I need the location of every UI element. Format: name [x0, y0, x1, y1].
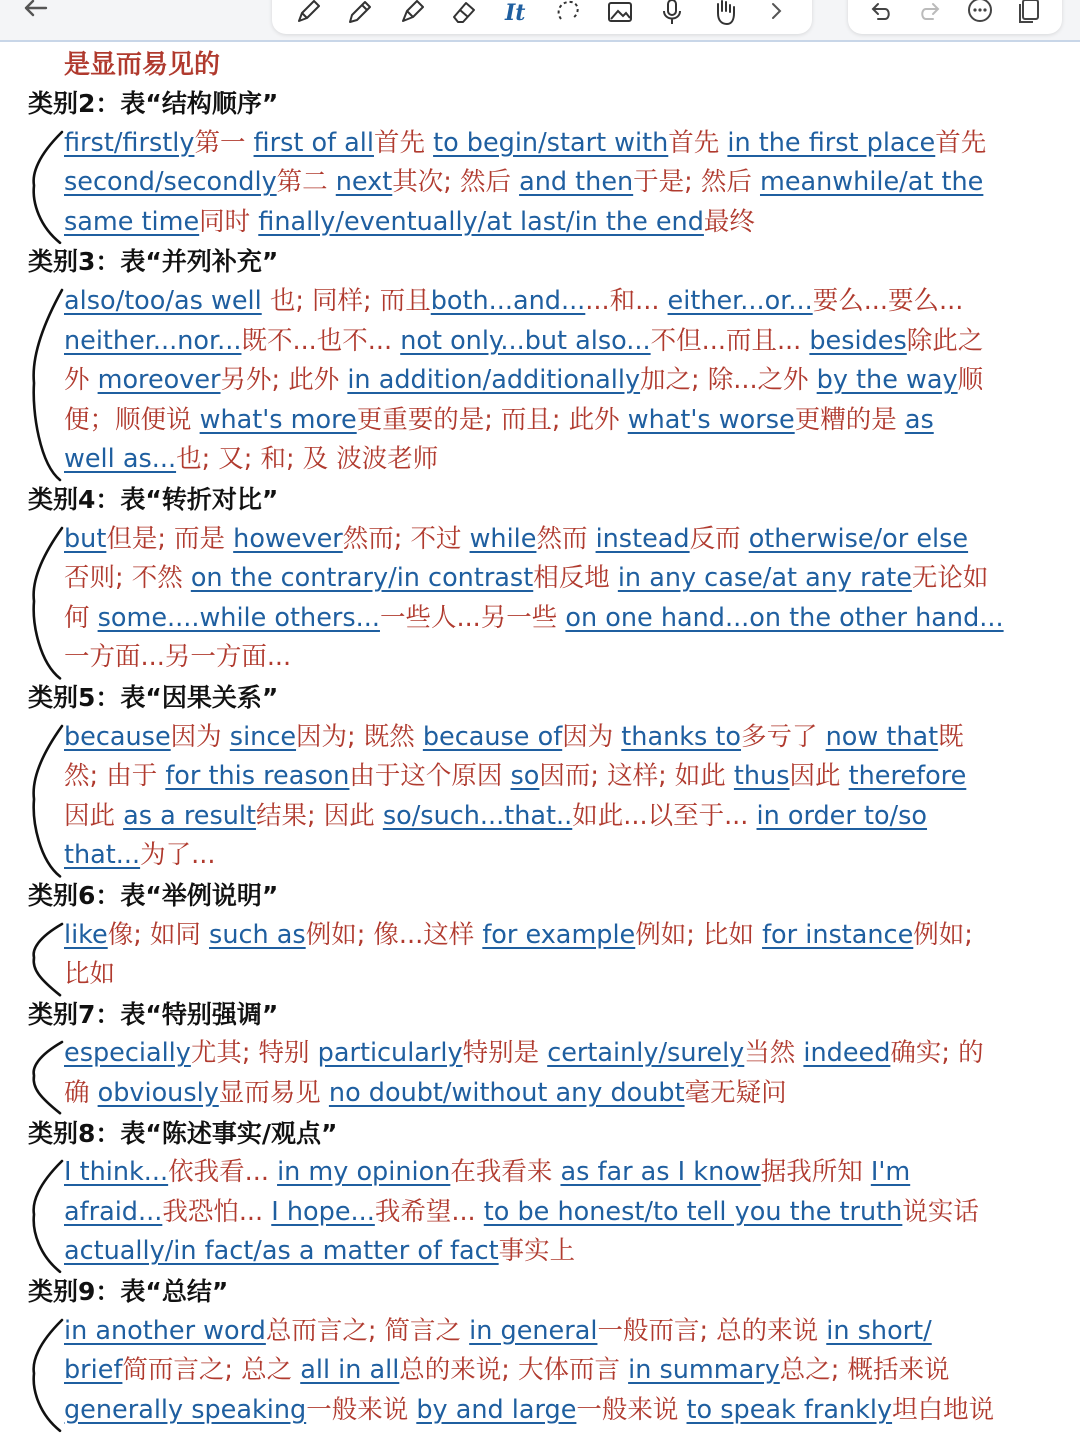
more-icon[interactable]	[963, 0, 997, 29]
phrase-line	[64, 1193, 1054, 1233]
category-heading: 类别2：表“结构顺序”	[28, 89, 279, 118]
chinese-meaning: 毫无疑问	[684, 1077, 787, 1108]
chinese-meaning: 便；顺便说	[64, 404, 200, 435]
chinese-meaning: 一般来说	[576, 1394, 687, 1425]
english-phrase: but	[64, 523, 107, 554]
category-heading: 类别5：表“因果关系”	[28, 683, 279, 712]
chinese-meaning: 确实; 的	[890, 1038, 984, 1069]
chinese-meaning: 特别是	[462, 1038, 548, 1069]
chinese-meaning: 因此	[789, 761, 849, 792]
english-phrase: moreover	[97, 365, 221, 396]
english-phrase: while	[469, 523, 537, 554]
phrase-line	[64, 124, 1054, 164]
chinese-meaning: 相反地	[533, 563, 618, 594]
bracket-stroke	[28, 284, 68, 486]
english-phrase: in addition/additionally	[347, 365, 641, 396]
chinese-meaning: 其次; 然后	[392, 167, 520, 198]
chinese-meaning: 然而; 不过	[342, 523, 470, 554]
english-phrase: for instance	[762, 919, 914, 950]
chinese-meaning: 何	[64, 602, 98, 633]
category-phrases	[64, 1312, 1054, 1431]
bracket-stroke	[28, 1314, 68, 1437]
english-phrase: to begin/start with	[433, 127, 669, 158]
english-phrase: thanks to	[621, 721, 742, 752]
category-phrases	[64, 1153, 1054, 1272]
chinese-meaning: 一些人...另一些	[379, 602, 566, 633]
continuation-text: 是显而易见的	[64, 50, 221, 80]
english-phrase: on one hand...on the other hand...	[565, 602, 1004, 633]
chinese-meaning: 更糟的是	[794, 404, 905, 435]
chevron-right-icon[interactable]	[759, 0, 793, 29]
chinese-meaning: 第一	[194, 127, 254, 158]
chinese-meaning: 像; 如同	[107, 919, 210, 950]
chinese-meaning: 例如; 像...这样	[305, 919, 483, 950]
chinese-meaning: 除此之	[906, 325, 984, 356]
chinese-meaning: 如此...以至于...	[572, 800, 757, 831]
undo-icon[interactable]	[864, 0, 898, 29]
english-phrase: in summary	[628, 1355, 780, 1386]
english-phrase: obviously	[97, 1077, 219, 1108]
phrase-line	[64, 322, 1054, 362]
phrase-line	[64, 1232, 1054, 1272]
phrase-line	[64, 1034, 1054, 1074]
english-phrase: in any case/at any rate	[617, 563, 912, 594]
top-toolbar	[0, 0, 1080, 42]
english-phrase: well as...	[64, 444, 177, 475]
chinese-meaning: 外	[64, 365, 98, 396]
chinese-meaning: 由于这个原因	[349, 761, 511, 792]
english-phrase: all in all	[300, 1355, 400, 1386]
english-phrase: generally speaking	[64, 1394, 307, 1425]
english-phrase: not only...but also...	[400, 325, 651, 356]
chinese-meaning: 显而易见	[218, 1077, 329, 1108]
drawing-tools-bar	[272, 0, 812, 34]
bracket-stroke	[28, 522, 68, 684]
category-heading: 类别9：表“总结”	[28, 1277, 229, 1306]
english-phrase: first of all	[253, 127, 374, 158]
english-phrase: as	[904, 404, 934, 435]
english-phrase: since	[229, 721, 297, 752]
english-phrase: same time	[64, 206, 200, 237]
english-phrase: particularly	[317, 1038, 463, 1069]
english-phrase: actually/in fact/as a matter of fact	[64, 1236, 499, 1267]
bracket-stroke	[28, 1036, 68, 1119]
chinese-meaning: 另外; 此外	[220, 365, 348, 396]
chinese-meaning: 不但...而且...	[650, 325, 810, 356]
english-phrase: afraid...	[64, 1196, 163, 1227]
category-heading: 类别8：表“陈述事实/观点”	[28, 1118, 338, 1148]
english-phrase: second/secondly	[64, 167, 277, 198]
chinese-meaning: 无论如	[911, 563, 989, 594]
english-phrase: especially	[64, 1038, 191, 1069]
chinese-meaning: 顺	[957, 365, 984, 396]
chinese-meaning: 因为	[562, 721, 622, 752]
phrase-line	[64, 599, 1054, 639]
english-phrase: because	[64, 721, 171, 752]
english-phrase: now that	[825, 721, 939, 752]
english-phrase: on the contrary/in contrast	[190, 563, 534, 594]
chinese-meaning: 一方面...另一方面...	[64, 642, 292, 673]
chinese-meaning: 反而	[689, 523, 749, 554]
chinese-meaning: 否则; 不然	[64, 563, 191, 594]
phrase-line	[64, 955, 1054, 995]
chinese-meaning: 依我看...	[168, 1157, 278, 1188]
english-phrase: that...	[64, 840, 141, 871]
chinese-meaning: 坦白地说	[892, 1394, 995, 1425]
english-phrase: therefore	[848, 761, 967, 792]
chinese-meaning: 因而; 这样; 如此	[539, 761, 734, 792]
chinese-meaning: 总之; 概括来说	[779, 1355, 950, 1386]
english-phrase: first/firstly	[64, 127, 195, 158]
category-heading: 类别7：表“特别强调”	[28, 999, 279, 1029]
phrase-line	[64, 440, 1054, 480]
bracket-stroke	[28, 1155, 68, 1278]
chinese-meaning: 因为; 既然	[296, 721, 423, 752]
chinese-meaning: 事实上	[498, 1236, 576, 1267]
chinese-meaning: 同时	[199, 206, 259, 237]
chinese-meaning: 一般而言; 总的来说	[597, 1315, 827, 1346]
english-phrase: brief	[64, 1355, 123, 1386]
chinese-meaning: 确	[64, 1077, 98, 1108]
category-heading: 类别4：表“转折对比”	[28, 485, 279, 514]
english-phrase: also/too/as well	[64, 286, 262, 316]
bracket-stroke	[28, 720, 68, 882]
chinese-meaning: 简而言之; 总之	[122, 1355, 301, 1386]
chinese-meaning: 既	[938, 721, 964, 752]
image-icon[interactable]	[603, 0, 637, 29]
phrase-line	[64, 520, 1054, 560]
chinese-meaning: 因此	[64, 800, 124, 831]
svg-text:It: It	[505, 0, 526, 26]
english-phrase: however	[233, 523, 343, 554]
phrase-line	[64, 1351, 1054, 1391]
english-phrase: otherwise/or else	[748, 523, 969, 554]
chinese-meaning: 更重要的是; 而且; 此外	[356, 404, 628, 435]
category-phrases	[64, 718, 1054, 876]
chinese-meaning: 比如	[64, 959, 116, 990]
chinese-meaning: 我恐怕...	[162, 1196, 272, 1227]
chinese-meaning: 加之; 除...之外	[640, 365, 817, 396]
english-phrase: to speak frankly	[686, 1394, 893, 1425]
chinese-meaning: 然; 由于	[64, 761, 166, 792]
phrase-line	[64, 361, 1054, 401]
english-phrase: I think...	[64, 1157, 169, 1188]
chinese-meaning: 然而	[536, 523, 596, 554]
category-phrases	[64, 916, 1054, 995]
english-phrase: what's more	[199, 404, 357, 435]
english-phrase: because of	[422, 721, 563, 752]
chinese-meaning: 当然	[744, 1038, 804, 1069]
english-phrase: meanwhile/at the	[759, 167, 984, 198]
chinese-meaning: 例如;	[913, 919, 973, 950]
english-phrase: certainly/surely	[547, 1038, 745, 1069]
chinese-meaning: 因为	[170, 721, 230, 752]
english-phrase: in order to/so	[756, 800, 928, 831]
phrase-line	[64, 916, 1054, 956]
phrase-line	[64, 163, 1054, 203]
chinese-meaning: 结果; 因此	[256, 800, 383, 831]
phrase-line	[64, 1312, 1054, 1352]
english-phrase: as far as I know	[560, 1157, 761, 1188]
english-phrase: I'm	[870, 1157, 911, 1188]
english-phrase: in short/	[826, 1315, 932, 1346]
history-tools-bar	[848, 0, 1062, 34]
english-phrase: by the way	[816, 365, 958, 396]
lasso-icon[interactable]	[551, 0, 585, 29]
chinese-meaning: 但是; 而是	[106, 523, 234, 554]
chinese-meaning: 最终	[703, 206, 755, 237]
english-phrase: some....while others...	[97, 602, 380, 633]
redo-icon[interactable]	[913, 0, 947, 29]
chinese-meaning: 为了...	[140, 840, 216, 871]
english-phrase: next	[335, 167, 393, 198]
chinese-meaning: 首先	[935, 127, 987, 158]
english-phrase: either...or...	[667, 286, 813, 316]
chinese-meaning: 既不...也不...	[241, 325, 401, 356]
phrase-line	[64, 757, 1054, 797]
english-phrase: and then	[519, 167, 634, 198]
english-phrase: to be honest/to tell you the truth	[483, 1196, 903, 1227]
english-phrase: what's worse	[627, 404, 795, 435]
english-phrase: such as	[209, 919, 306, 950]
phrase-line	[64, 203, 1054, 243]
phrase-line	[64, 797, 1054, 837]
bracket-stroke	[28, 918, 68, 1001]
chinese-meaning: 说实话	[902, 1196, 979, 1227]
english-phrase: in general	[469, 1315, 598, 1346]
hand-icon[interactable]	[707, 0, 741, 29]
phrase-line	[64, 1074, 1054, 1114]
english-phrase: thus	[733, 761, 790, 792]
english-phrase: neither...nor...	[64, 325, 242, 356]
english-phrase: in the first place	[727, 127, 936, 158]
chinese-meaning: 于是; 然后	[633, 167, 760, 198]
english-phrase: for this reason	[165, 761, 350, 792]
back-arrow-icon[interactable]	[18, 0, 62, 34]
pages-icon[interactable]	[1012, 0, 1046, 29]
phrase-line	[64, 1153, 1054, 1193]
english-phrase: besides	[809, 325, 907, 356]
chinese-meaning: 也; 又; 和; 及 波波老师	[176, 444, 439, 475]
pen-icon[interactable]	[291, 0, 325, 29]
chinese-meaning: ...和...	[585, 286, 668, 316]
english-phrase: in another word	[64, 1315, 266, 1346]
phrase-line	[64, 836, 1054, 876]
chinese-meaning: 第二	[276, 167, 336, 198]
english-phrase: as a result	[123, 800, 257, 831]
english-phrase: both...and...	[430, 286, 586, 316]
english-phrase: so/such...that..	[382, 800, 573, 831]
phrase-line	[64, 282, 1054, 322]
microphone-icon[interactable]	[655, 0, 689, 29]
english-phrase: indeed	[803, 1038, 891, 1069]
english-phrase: I hope...	[271, 1196, 375, 1227]
phrase-line	[64, 401, 1054, 441]
category-phrases	[64, 1034, 1054, 1113]
english-phrase: in my opinion	[277, 1157, 451, 1188]
text-tool-icon[interactable]	[499, 0, 533, 29]
chinese-meaning: 首先	[373, 127, 434, 158]
chinese-meaning: 据我所知	[760, 1157, 871, 1188]
eraser-icon[interactable]	[447, 0, 481, 29]
english-phrase: finally/eventually/at last/in the end	[258, 206, 704, 237]
chinese-meaning: 我希望...	[374, 1196, 484, 1227]
phrase-line	[64, 718, 1054, 758]
chinese-meaning: 多亏了	[741, 721, 826, 752]
category-phrases	[64, 282, 1054, 480]
bracket-stroke	[28, 126, 68, 249]
chinese-meaning: 一般来说	[306, 1394, 417, 1425]
chinese-meaning: 也; 同样; 而且	[261, 286, 431, 316]
phrase-line	[64, 559, 1054, 599]
chinese-meaning: 首先	[668, 127, 728, 158]
chinese-meaning: 总的来说; 大体而言	[399, 1355, 629, 1386]
pencil-icon[interactable]	[343, 0, 377, 29]
english-phrase: no doubt/without any doubt	[328, 1077, 685, 1108]
category-heading: 类别3：表“并列补充”	[28, 247, 279, 277]
highlighter-icon[interactable]	[395, 0, 429, 29]
phrase-line	[64, 1391, 1054, 1431]
english-phrase: so	[510, 761, 540, 792]
english-phrase: by and large	[416, 1394, 577, 1425]
english-phrase: like	[64, 919, 108, 950]
category-phrases	[64, 124, 1054, 243]
chinese-meaning: 尤其; 特别	[190, 1038, 318, 1069]
chinese-meaning: 总而言之; 简言之	[265, 1315, 470, 1346]
english-phrase: instead	[595, 523, 690, 554]
chinese-meaning: 例如; 比如	[635, 919, 763, 950]
category-heading: 类别6：表“举例说明”	[28, 881, 279, 910]
chinese-meaning: 在我看来	[450, 1157, 561, 1188]
chinese-meaning: 要么...要么...	[812, 286, 964, 316]
phrase-line	[64, 638, 1054, 678]
english-phrase: for example	[482, 919, 636, 950]
category-phrases	[64, 520, 1054, 678]
